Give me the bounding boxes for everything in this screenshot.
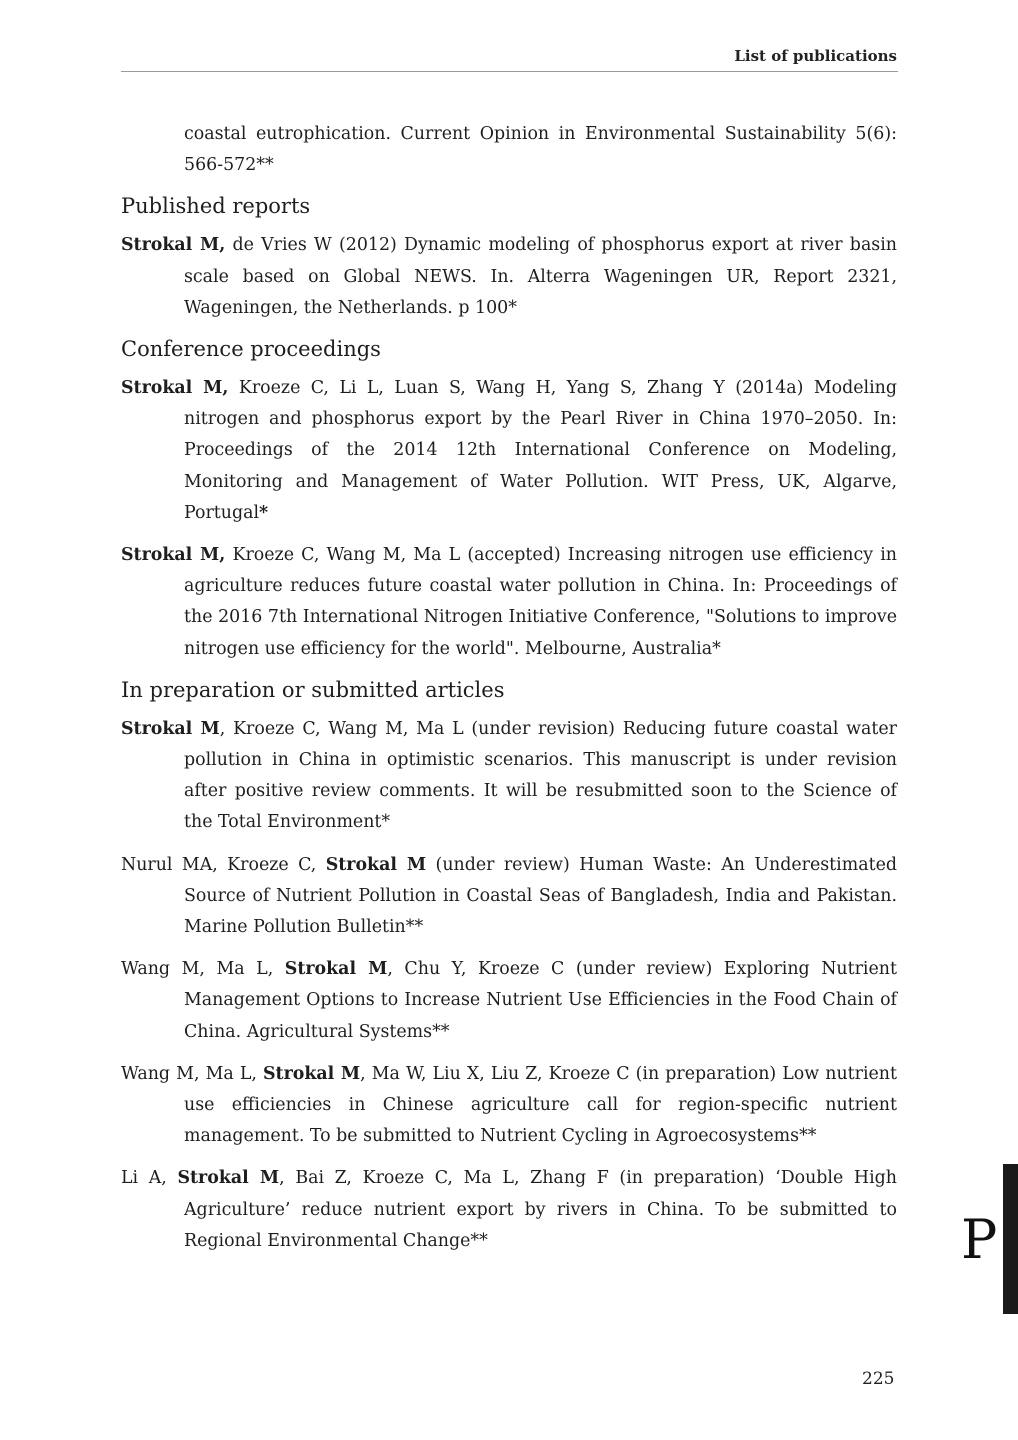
citation-text: Kroeze C, Li L, Luan S, Wang H, Yang S, Zhang Y (2014a) Modeling nitrogen and phosphorus export by the Pearl River in China 1970–2050. In: Proceedings of the 2014 12th International Conference on Modeling, Monitoring and Management of Water Pollution. WIT Press, UK, Algarve, Portugal — [184, 378, 897, 523]
citation-authors: Nurul MA, Kroeze C, — [121, 854, 326, 875]
citation-text: de Vries W (2012) Dynamic modeling of phosphorus export at river basin scale based on Global NEWS. In. Alterra Wageningen UR, Report 2321, Wageningen, the Netherlands. p 100* — [184, 235, 897, 318]
header-divider — [121, 71, 898, 72]
author-highlight: Strokal M — [325, 854, 427, 875]
citation-text: , Ma W, Liu X, Liu Z, Kroeze C (in preparation) Low nutrient use efficiencies in Chinese agriculture call for region-specific nutrient management. To be submitted to Nutrient Cycling in Agroecosystems** — [184, 1063, 897, 1147]
publication-entry — [121, 850, 897, 944]
publication-entry — [121, 954, 897, 1048]
author-highlight: Strokal M, — [121, 545, 226, 566]
author-highlight: Strokal M, — [121, 378, 229, 399]
section-heading-conference-proceedings: Conference proceedings — [121, 337, 381, 362]
author-highlight: Strokal M — [177, 1168, 280, 1189]
citation-text: Kroeze C, Wang M, Ma L (accepted) Increasing nitrogen use efficiency in agriculture reduces future coastal water pollution in China. In: Proceedings of the 2016 7th International Nitrogen Initiative Conference, "Solutions to improve nitrogen use efficiency for the world". Melbourne, Australia* — [184, 545, 898, 659]
publication-entry — [121, 373, 897, 529]
citation-authors: Wang M, Ma L, — [121, 1063, 263, 1084]
citation-authors: Wang M, Ma L, — [121, 959, 285, 980]
publication-list — [121, 119, 897, 1268]
publication-entry — [121, 230, 897, 324]
continued-entry: coastal eutrophication. Current Opinion in Environmental Sustainability 5(6): 566-572** — [184, 124, 897, 176]
publication-entry — [121, 540, 897, 665]
citation-text: (under review) Human Waste: An Underestimated Source of Nutrient Pollution in Coastal Seas of Bangladesh, India and Pakistan. Marine Pollution Bulletin** — [184, 854, 898, 938]
running-header-title: List of publications — [734, 47, 897, 65]
section-heading-published-reports: Published reports — [121, 194, 311, 219]
author-highlight: Strokal M — [263, 1063, 361, 1084]
author-highlight: Strokal M — [121, 718, 220, 739]
section-heading-in-preparation: In preparation or submitted articles — [121, 677, 505, 702]
citation-text: , Bai Z, Kroeze C, Ma L, Zhang F (in preparation) ‘Double High Agriculture’ reduce nutrient export by rivers in China. To be submitted to Regional Environmental Change** — [184, 1168, 897, 1251]
citation-authors: Li A, — [121, 1168, 178, 1189]
publication-entry — [121, 1163, 897, 1257]
author-highlight: Strokal M — [284, 959, 388, 980]
author-highlight: Strokal M, — [121, 235, 226, 256]
chapter-tab-letter: P — [961, 1208, 998, 1271]
chapter-tab-bar — [1003, 1164, 1018, 1314]
publication-entry — [121, 1059, 897, 1153]
page-number: 225 — [862, 1369, 895, 1389]
publication-entry — [121, 714, 897, 839]
citation-marker: * — [259, 502, 269, 523]
citation-text: , Kroeze C, Wang M, Ma L (under revision) Reducing future coastal water pollution in China in optimistic scenarios. This manuscript is under revision after positive review comments. It will be resubmitted soon to the Science of the Total Environment* — [184, 718, 897, 833]
citation-text: , Chu Y, Kroeze C (under review) Exploring Nutrient Management Options to Increase Nutrient Use Efficiencies in the Food Chain of China. Agricultural Systems** — [184, 959, 897, 1042]
